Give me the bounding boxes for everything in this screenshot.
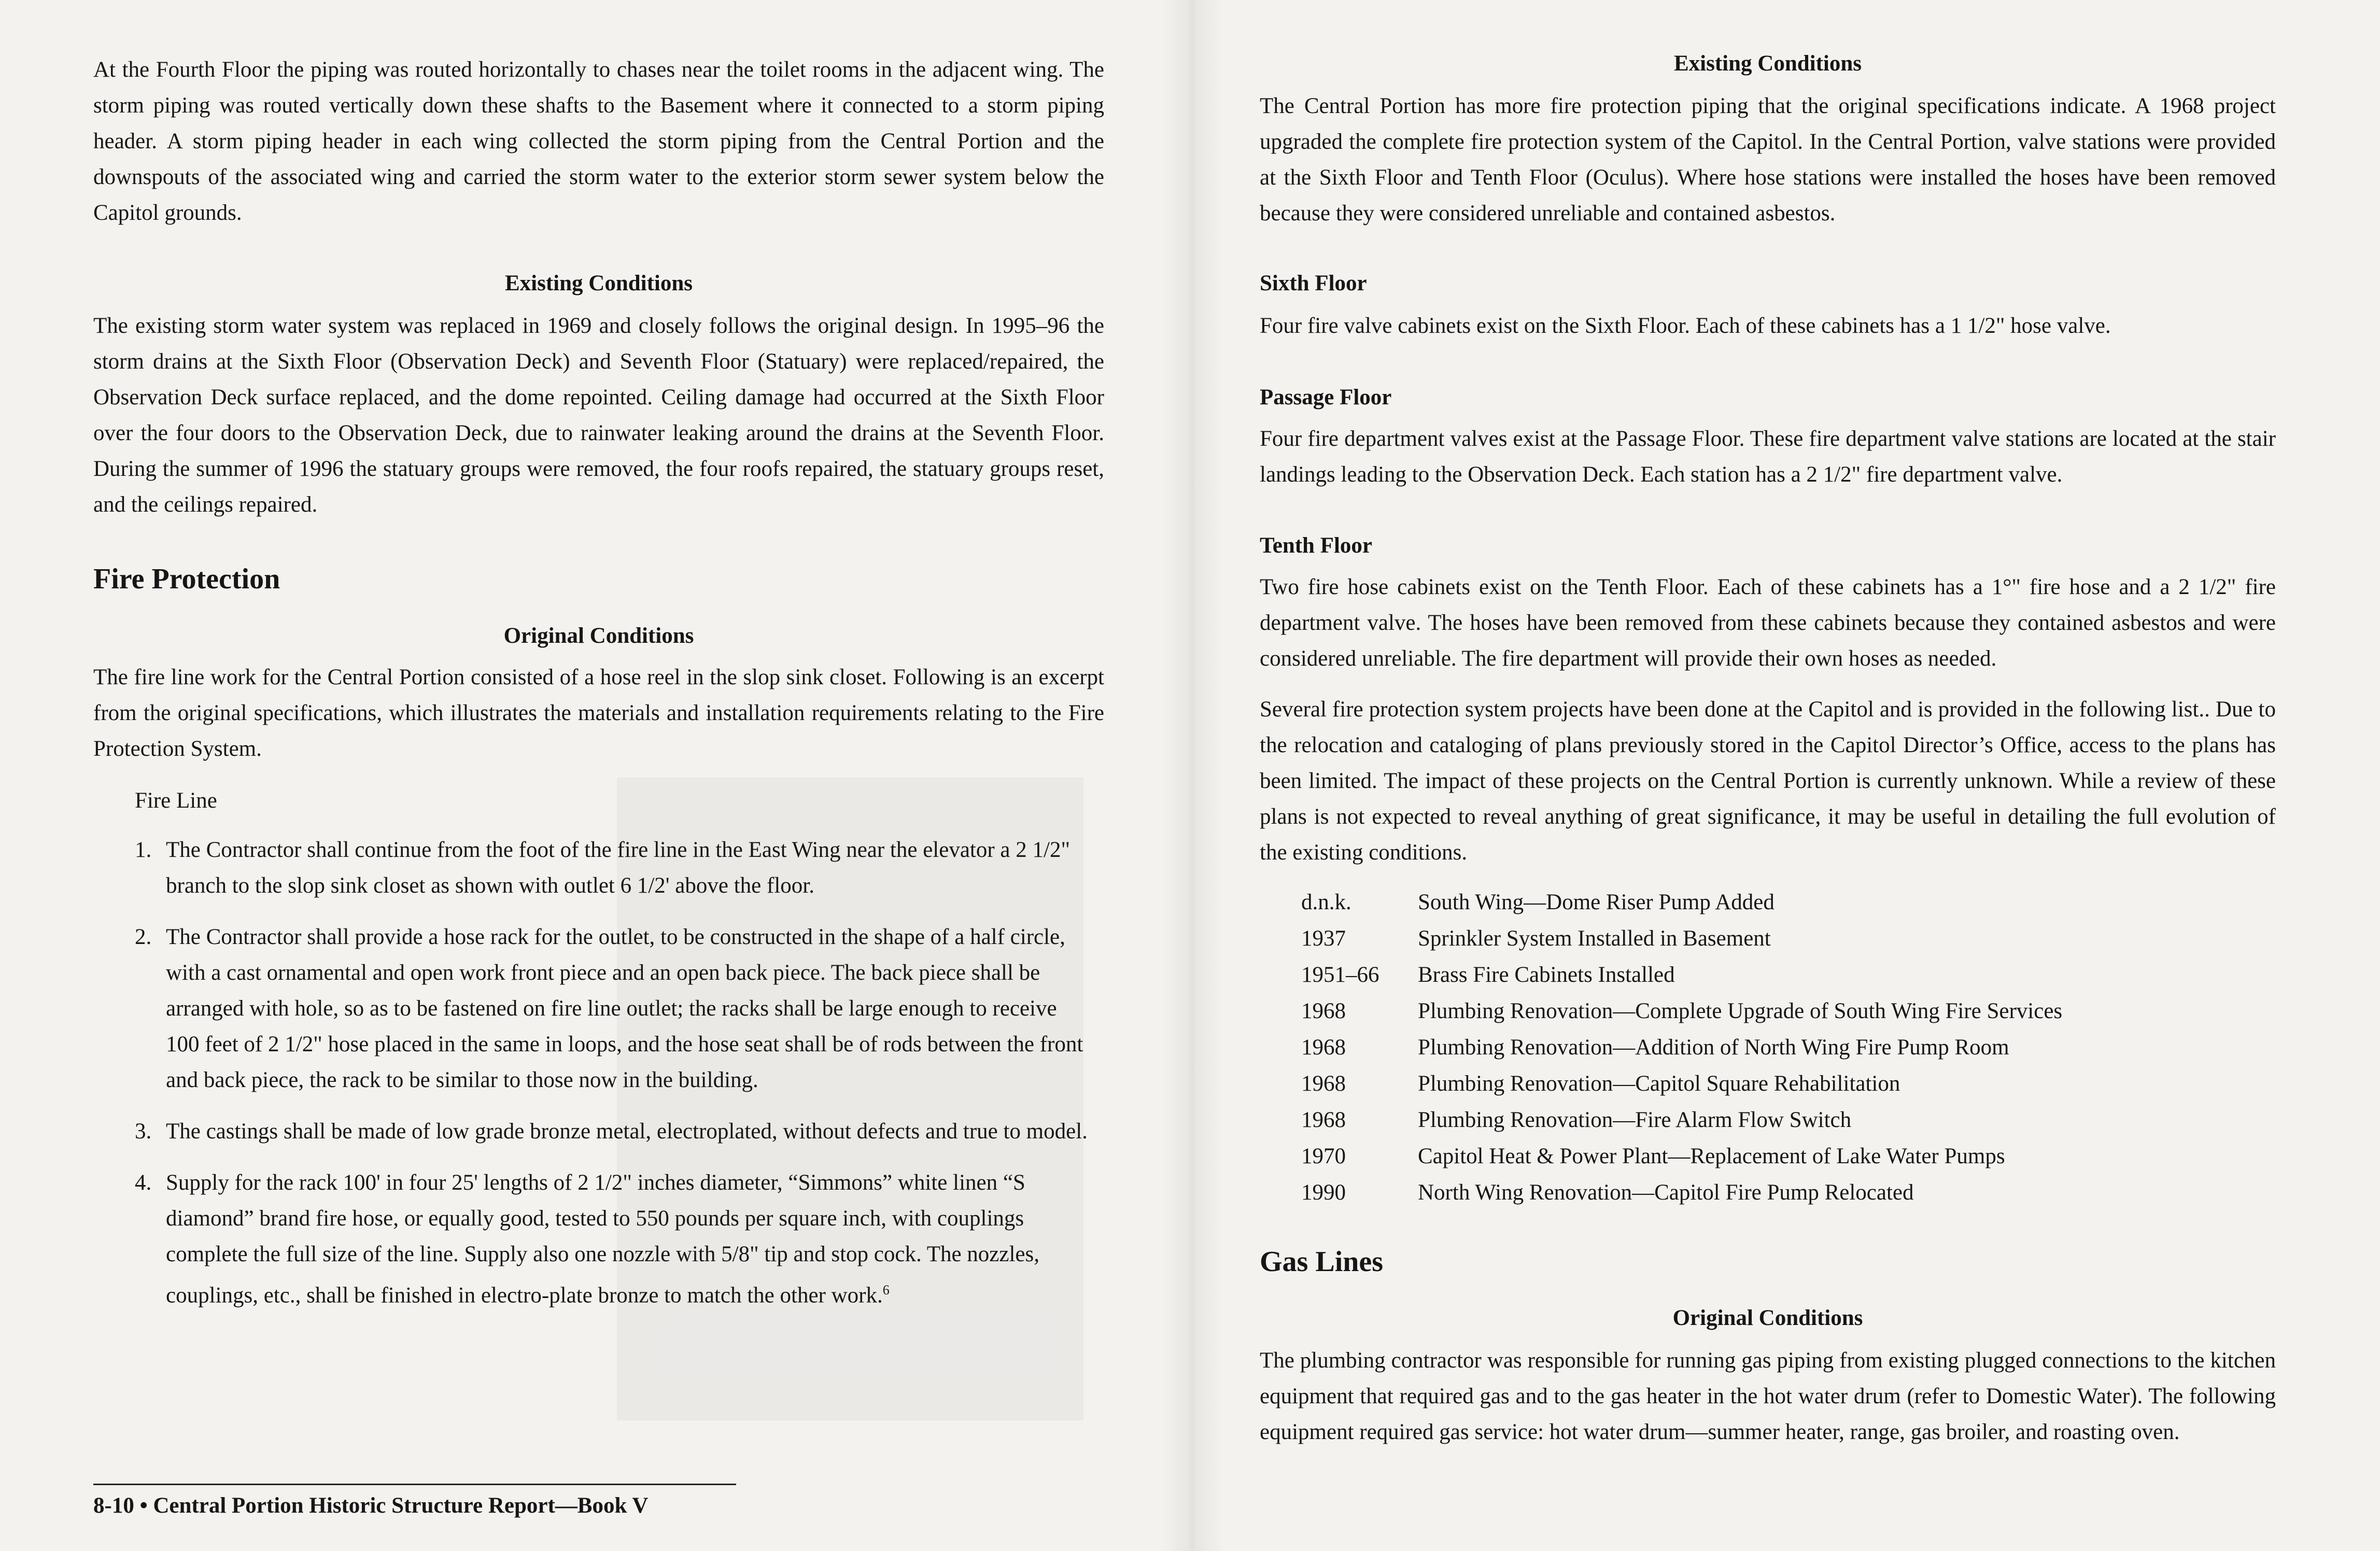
tenth-floor-text: Two fire hose cabinets exist on the Tenth Floor. Each of these cabinets has a 1°" fire hose and a 2 1/2" fire department valve. The hoses have been removed from these cabinets because they contained asbestos and were considered unreliable. The fire department will provide their own hoses as needed. (1260, 575, 2276, 671)
footnote-marker: 6 (882, 1282, 890, 1298)
spec-item (135, 832, 1089, 904)
intro-paragraph: At the Fourth Floor the piping was routed horizontally to chases near the toilet rooms in the adjacent wing. The storm piping was routed vertically down these shafts to the Basement where it connected to a storm piping header. A storm piping header in each wing collected the storm piping from the Central Portion and the downspouts of the associated wing and carried the storm water to the exterior storm sewer system below the Capitol grounds. (93, 58, 1104, 225)
project-year: 1970 (1301, 1144, 1346, 1168)
existing-conditions-heading: Existing Conditions (504, 271, 693, 295)
fire-protection-heading: Fire Protection (93, 563, 280, 595)
existing-conditions-heading: Existing Conditions (1673, 51, 1862, 76)
project-description: Plumbing Renovation—Capitol Square Rehabilitation (1418, 1071, 1900, 1096)
spec-item-number: 3. (135, 1119, 152, 1144)
spec-item-text: The Contractor shall provide a hose rack for the outlet, to be constructed in the shape of a half circle, with a cast ornamental and open work front piece and an open back piece. The back piece shall be arranged with hole, so as to be fastened on fire line outlet; the racks shall be large enough to receive 100 feet of 2 1/2" hose placed in the same in loops, and the hose seat shall be of rods between the front and back piece, the rack to be similar to those now in the building. (166, 925, 1083, 1092)
fire-projects-table (1301, 890, 2062, 1216)
project-description: Capitol Heat & Power Plant—Replacement of Lake Water Pumps (1418, 1144, 2005, 1168)
footer-rule (93, 1484, 736, 1485)
project-year: 1951–66 (1301, 963, 1379, 987)
table-row (1301, 1035, 2062, 1071)
spec-item-number: 2. (135, 925, 152, 949)
projects-intro: Several fire protection system projects have been done at the Capitol and is provided in the following list.. Due to the relocation and cataloging of plans previously stored in the Capitol Director’s Office, access to the plans has been limited. The impact of these projects on the Central Portion is currently unknown. While a review of these plans is not expected to reveal anything of great significance, it may be useful in detailing the full evolution of the existing conditions. (1260, 697, 2276, 865)
passage-floor-heading: Passage Floor (1260, 385, 1392, 410)
spec-item-number: 4. (135, 1171, 152, 1195)
project-description: North Wing Renovation—Capitol Fire Pump Relocated (1418, 1180, 1914, 1205)
spec-item (135, 1113, 1089, 1149)
gas-original-conditions-heading: Original Conditions (1672, 1306, 1863, 1330)
tenth-floor-heading: Tenth Floor (1260, 533, 1373, 558)
project-description: Brass Fire Cabinets Installed (1418, 963, 1675, 987)
table-row (1301, 998, 2062, 1035)
spec-item-number: 1. (135, 838, 152, 862)
project-year: d.n.k. (1301, 890, 1351, 914)
project-description: Plumbing Renovation—Complete Upgrade of South Wing Fire Services (1418, 999, 2063, 1023)
project-year: 1968 (1301, 1108, 1346, 1132)
passage-floor-text: Four fire department valves exist at the Passage Floor. These fire department valve stations are located at the stair landings leading to the Observation Deck. Each station has a 2 1/2" fire department valve. (1260, 427, 2276, 487)
table-row (1301, 962, 2062, 998)
table-row (1301, 1180, 2062, 1216)
table-row (1301, 1144, 2062, 1180)
project-year: 1968 (1301, 1071, 1346, 1096)
spec-item (135, 1165, 1089, 1313)
table-row (1301, 926, 2062, 962)
project-year: 1968 (1301, 1035, 1346, 1060)
spec-list (135, 832, 1089, 1329)
existing-conditions-text: The existing storm water system was replaced in 1969 and closely follows the original design. In 1995–96 the storm drains at the Sixth Floor (Observation Deck) and Seventh Floor (Statuary) were replaced/repaired, the Observation Deck surface replaced, and the dome repointed. Ceiling damage had occurred at the Sixth Floor over the four doors to the Observation Deck, due to rainwater leaking around the drains at the Seventh Floor. During the summer of 1996 the statuary groups were removed, the four roofs repaired, the statuary groups reset, and the ceilings repaired. (93, 314, 1104, 517)
gas-lines-heading: Gas Lines (1260, 1246, 1384, 1278)
fire-line-label: Fire Line (135, 788, 217, 813)
page-footer: 8-10 • Central Portion Historic Structure Report—Book V (93, 1493, 649, 1518)
spec-item-text: The castings shall be made of low grade bronze metal, electroplated, without defects and true to model. (166, 1119, 1088, 1144)
project-year: 1968 (1301, 999, 1346, 1023)
table-row (1301, 1071, 2062, 1107)
page-gutter (1161, 0, 1223, 1551)
spec-item-text: Supply for the rack 100' in four 25' lengths of 2 1/2" inches diameter, “Simmons” white linen “S diamond” brand fire hose, or equally good, tested to 550 pounds per square inch, with couplings complete the full size of the line. Supply also one nozzle with 5/8" tip and stop cock. The nozzles, couplings, etc., shall be finished in electro-plate bronze to match the other work. (166, 1171, 1039, 1308)
project-year: 1937 (1301, 926, 1346, 951)
gas-original-conditions-text: The plumbing contractor was responsible for running gas piping from existing plugged connections to the kitchen equipment that required gas and to the gas heater in the hot water drum (refer to Domestic Water). The following equipment required gas service: hot water drum—summer heater, range, gas broiler, and roasting oven. (1260, 1348, 2276, 1444)
existing-conditions-text: The Central Portion has more fire protection piping that the original specifications indicate. A 1968 project upgraded the complete fire protection system of the Capitol. In the Central Portion, valve stations were provided at the Sixth Floor and Tenth Floor (Oculus). Where hose stations were installed the hoses have been removed because they were considered unreliable and contained asbestos. (1260, 94, 2276, 225)
spec-item-text: The Contractor shall continue from the foot of the fire line in the East Wing near the elevator a 2 1/2" branch to the slop sink closet as shown with outlet 6 1/2' above the floor. (166, 838, 1071, 898)
sixth-floor-text: Four fire valve cabinets exist on the Sixth Floor. Each of these cabinets has a 1 1/2" hose valve. (1260, 314, 2111, 338)
project-description: Plumbing Renovation—Fire Alarm Flow Switch (1418, 1108, 1852, 1132)
project-year: 1990 (1301, 1180, 1346, 1205)
spec-item (135, 919, 1089, 1098)
table-row (1301, 890, 2062, 926)
original-conditions-text: The fire line work for the Central Portion consisted of a hose reel in the slop sink closet. Following is an excerpt from the original specifications, which illustrates the materials and installation requirements relating to the Fire Protection System. (93, 665, 1104, 761)
project-description: Plumbing Renovation—Addition of North Wing Fire Pump Room (1418, 1035, 2009, 1060)
project-description: South Wing—Dome Riser Pump Added (1418, 890, 1775, 914)
project-description: Sprinkler System Installed in Basement (1418, 926, 1771, 951)
sixth-floor-heading: Sixth Floor (1260, 271, 1367, 295)
table-row (1301, 1107, 2062, 1144)
original-conditions-heading: Original Conditions (503, 624, 694, 648)
